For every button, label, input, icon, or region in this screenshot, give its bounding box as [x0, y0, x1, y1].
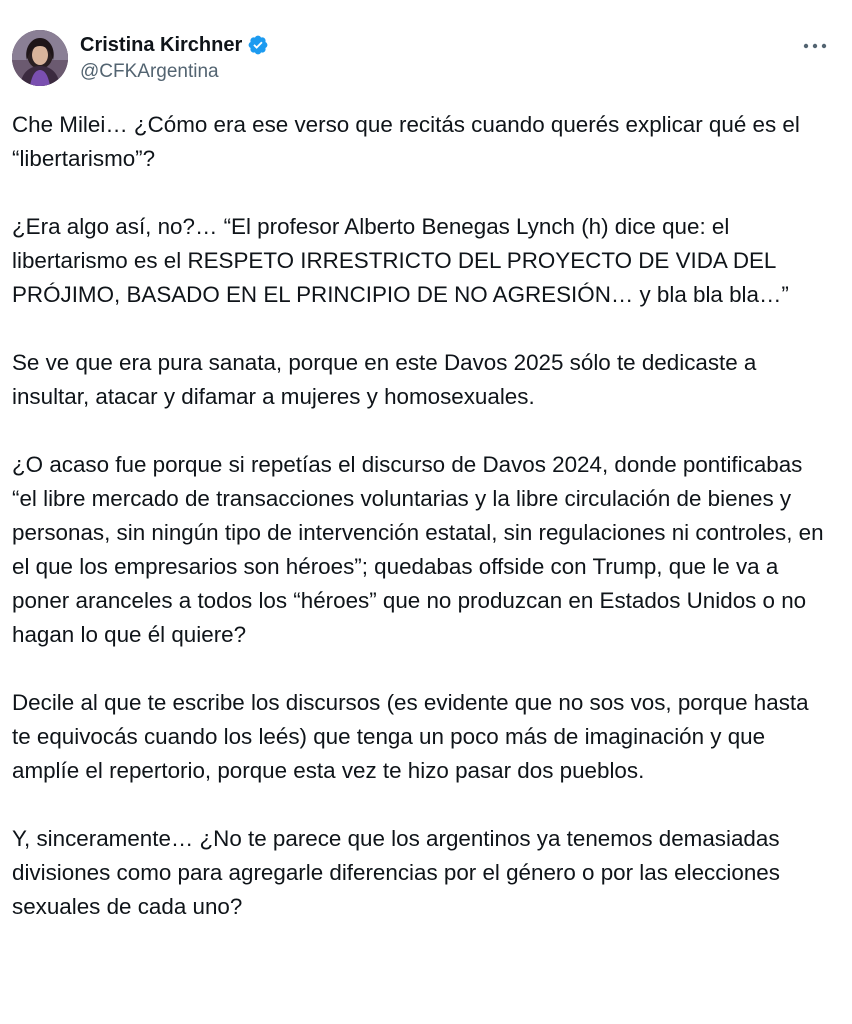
tweet-paragraph: Decile al que te escribe los discursos (es evidente que no sos vos, porque hasta te equivocás cuando los leés) que tenga un poco más de imaginación y que amplíe el repertorio, porque esta vez te hizo pasar dos pueblos. [12, 690, 809, 783]
tweet-paragraph: ¿Era algo así, no?… “El profesor Alberto Benegas Lynch (h) dice que: el libertarismo es el RESPETO IRRESTRICTO DEL PROYECTO DE VIDA DEL PRÓJIMO, BASADO EN EL PRINCIPIO DE NO AGRESIÓN… y bla bla bla…” [12, 214, 789, 307]
tweet-header [12, 30, 840, 88]
ellipsis-icon [803, 43, 827, 49]
tweet-paragraph: ¿O acaso fue porque si repetías el discurso de Davos 2024, donde pontificabas “el libre mercado de transacciones voluntarias y la libre circulación de bienes y personas, sin ningún tipo de intervención estatal, sin regulaciones ni controles, en el que los empresarios son héroes”; quedabas offside con Trump, que le va a poner aranceles a todos los “héroes” que no produzcan en Estados Unidos o no hagan lo que él quiere? [12, 452, 824, 647]
tweet-paragraph: Y, sinceramente… ¿No te parece que los argentinos ya tenemos demasiadas divisiones como para agregarle diferencias por el género o por las elecciones sexuales de cada uno? [12, 826, 780, 919]
display-name-row [80, 32, 269, 58]
tweet-text [12, 108, 832, 924]
tweet-paragraph: Se ve que era pura sanata, porque en este Davos 2025 sólo te dedicaste a insultar, atacar y difamar a mujeres y homosexuales. [12, 350, 757, 409]
more-options-button[interactable] [800, 36, 830, 56]
handle[interactable]: @CFKArgentina [80, 61, 219, 82]
author-names [80, 32, 269, 83]
avatar[interactable] [12, 30, 68, 86]
verified-badge-icon [247, 34, 269, 56]
tweet-paragraph: Che Milei… ¿Cómo era ese verso que recitás cuando querés explicar qué es el “libertarismo”? [12, 112, 800, 171]
profile-photo-icon [12, 30, 68, 86]
display-name[interactable]: Cristina Kirchner [80, 33, 243, 56]
